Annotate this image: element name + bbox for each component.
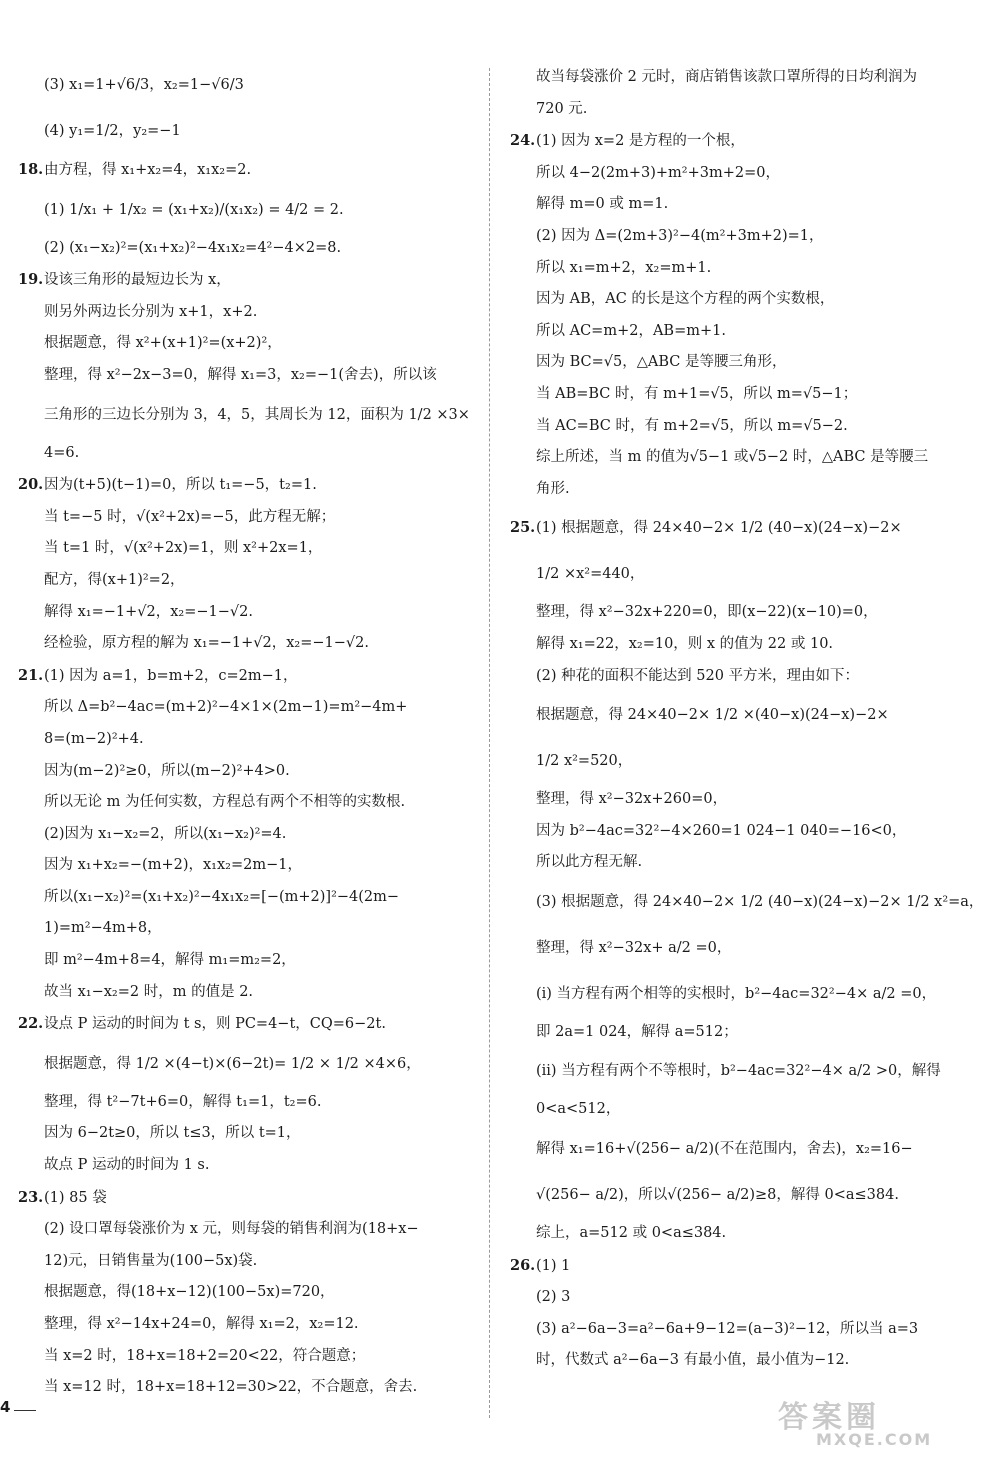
answer-line	[510, 94, 980, 126]
answer-line	[18, 533, 478, 565]
question-number: 25.	[510, 519, 536, 537]
answer-line	[510, 879, 984, 925]
answer-line	[18, 756, 478, 788]
answer-line	[510, 189, 980, 221]
answer-text: 当 t=1 时，√(x²+2x)=1，则 x²+2x=1，	[44, 540, 323, 557]
answer-text: 所以(x₁−x₂)²=(x₁+x₂)²−4x₁x₂=[−(m+2)]²−4(2m−	[44, 888, 400, 905]
answer-text: (3) x₁=1+√6/3，x₂=1−√6/3	[44, 77, 244, 93]
answer-line	[18, 233, 478, 265]
answer-line	[510, 692, 980, 738]
answer-text: (i) 当方程有两个相等的实根时，b²−4ac=32²−4× a/2 =0，	[536, 985, 937, 1002]
answer-text: 根据题意，得 24×40−2× 1/2 ×(40−x)(24−x)−2×	[536, 707, 889, 724]
answer-text: 当 x=2 时，18+x=18+2=20<22，符合题意；	[44, 1347, 366, 1364]
question-line	[510, 125, 980, 158]
answer-text: 12)元，日销售量为(100−5x)袋.	[44, 1252, 258, 1269]
answer-text: 因为(m−2)²≥0，所以(m−2)²+4>0.	[44, 762, 290, 779]
answer-text: 三角形的三边长分别为 3，4，5，其周长为 12，面积为 1/2 ×3×	[44, 406, 470, 423]
answer-text: 角形.	[536, 480, 570, 497]
answer-line	[18, 438, 478, 470]
answer-text: 所以 x₁=m+2，x₂=m+1.	[536, 259, 712, 276]
answer-line	[18, 565, 478, 597]
answer-text: (3) 根据题意，得 24×40−2× 1/2 (40−x)(24−x)−2× 1/2 x²=a，	[536, 893, 984, 910]
answer-line	[510, 551, 980, 597]
answer-line	[18, 977, 478, 1009]
answer-text: (2) 种花的面积不能达到 520 平方米，理由如下：	[536, 667, 860, 684]
answer-line	[18, 1309, 478, 1341]
answer-line	[510, 221, 980, 253]
answer-text: 即 2a=1 024，解得 a=512；	[536, 1023, 738, 1040]
answer-text: 所以无论 m 为任何实数，方程总有两个不相等的实数根.	[44, 794, 406, 811]
answer-line	[510, 253, 980, 285]
answer-text: 根据题意，得 x²+(x+1)²=(x+2)²，	[44, 335, 282, 352]
question-line	[510, 1250, 980, 1283]
question-line	[510, 505, 980, 551]
answer-line	[510, 1345, 980, 1377]
answer-line	[510, 1017, 980, 1049]
answer-line	[510, 347, 980, 379]
answer-text: 因为 b²−4ac=32²−4×260=1 024−1 040=−16<0，	[536, 822, 907, 839]
answer-line	[18, 882, 478, 914]
answer-text: 所以 AC=m+2，AB=m+1.	[536, 322, 726, 339]
answer-text: 故点 P 运动的时间为 1 s.	[44, 1157, 210, 1174]
answer-line	[18, 1277, 478, 1309]
answer-text: 解得 x₁=22，x₂=10，则 x 的值为 22 或 10.	[536, 635, 834, 652]
answer-line	[510, 971, 980, 1017]
answer-line	[18, 392, 478, 438]
answer-text: (2)因为 x₁−x₂=2，所以(x₁−x₂)²=4.	[44, 825, 287, 842]
watermark-title: 答案圈	[778, 1400, 880, 1435]
answer-line	[510, 1094, 980, 1126]
answer-line	[18, 1214, 478, 1246]
answer-text: 根据题意，得(18+x−12)(100−5x)=720，	[44, 1284, 335, 1301]
answer-text: (2) 因为 Δ=(2m+3)²−4(m²+3m+2)=1，	[536, 227, 824, 244]
answer-text: 当 AC=BC 时，有 m+2=√5，所以 m=√5−2.	[536, 417, 848, 434]
answer-line	[18, 502, 478, 534]
answer-line	[510, 1282, 980, 1314]
answer-line	[510, 158, 980, 190]
answer-text: 720 元.	[536, 100, 588, 117]
question-line	[18, 469, 478, 502]
answer-text: (1) 1	[536, 1257, 571, 1274]
answer-line	[18, 1118, 478, 1150]
answer-line	[18, 1150, 478, 1182]
answer-text: (1) 因为 a=1，b=m+2，c=2m−1，	[44, 667, 298, 684]
answer-text: (4) y₁=1/2，y₂=−1	[44, 123, 181, 139]
answer-text: 综上，a=512 或 0<a≤384.	[536, 1225, 727, 1242]
answer-text: (1) 1/x₁ + 1/x₂ = (x₁+x₂)/(x₁x₂) = 4/2 = 2.	[44, 201, 344, 218]
answer-text: 当 t=−5 时，√(x²+2x)=−5，此方程无解；	[44, 508, 336, 525]
answer-text: 因为(t+5)(t−1)=0，所以 t₁=−5，t₂=1.	[44, 477, 317, 494]
answer-text: 整理，得 x²−32x+260=0，	[536, 791, 728, 808]
answer-text: 8=(m−2)²+4.	[44, 730, 144, 747]
question-number: 19.	[18, 271, 44, 289]
answer-text: (1) 根据题意，得 24×40−2× 1/2 (40−x)(24−x)−2×	[536, 520, 902, 537]
answer-line	[18, 360, 478, 392]
answer-text: 经检验，原方程的解为 x₁=−1+√2，x₂=−1−√2.	[44, 635, 369, 652]
page-number-rule	[14, 1410, 36, 1411]
answer-text: 所以 Δ=b²−4ac=(m+2)²−4×1×(2m−1)=m²−4m+	[44, 699, 408, 716]
question-line	[18, 1008, 478, 1041]
answer-text: (2) (x₁−x₂)²=(x₁+x₂)²−4x₁x₂=4²−4×2=8.	[44, 239, 342, 256]
watermark-logo	[778, 1392, 978, 1454]
answer-line	[18, 850, 478, 882]
answer-line	[18, 692, 478, 724]
question-line	[18, 264, 478, 297]
answer-text: 因为 BC=√5，△ABC 是等腰三角形，	[536, 354, 787, 371]
question-line	[18, 1182, 478, 1215]
question-number: 23.	[18, 1188, 44, 1206]
answer-line	[510, 661, 980, 693]
question-line	[18, 660, 478, 693]
answer-line	[18, 597, 478, 629]
answer-text: 即 m²−4m+8=4，解得 m₁=m₂=2，	[44, 952, 296, 969]
answer-text: 1)=m²−4m+8，	[44, 920, 162, 937]
answer-line	[510, 1314, 980, 1346]
answer-text: 解得 x₁=16+√(256− a/2)(不在范围内，舍去)，x₂=16−	[536, 1141, 913, 1158]
answer-text: (2) 3	[536, 1289, 571, 1306]
answer-line	[510, 379, 980, 411]
answer-line	[510, 597, 980, 629]
answer-line	[18, 1087, 478, 1119]
answer-text: (ii) 当方程有两个不等根时，b²−4ac=32²−4× a/2 >0，解得	[536, 1063, 941, 1080]
answer-line	[510, 847, 980, 879]
column-divider	[489, 68, 490, 1418]
answer-line	[510, 442, 980, 474]
answer-line	[18, 108, 478, 154]
answer-text: 时，代数式 a²−6a−3 有最小值，最小值为−12.	[536, 1352, 850, 1369]
answer-line	[510, 1172, 980, 1218]
answer-line	[510, 784, 980, 816]
answer-text: 4=6.	[44, 444, 80, 461]
answer-line	[18, 1246, 478, 1278]
question-number: 24.	[510, 132, 536, 150]
question-number: 22.	[18, 1015, 44, 1033]
answer-line	[510, 629, 980, 661]
right-column	[510, 62, 984, 1377]
answer-line	[510, 1048, 980, 1094]
answer-line	[510, 816, 980, 848]
page-number: 4	[0, 1398, 11, 1416]
answer-text: 则另外两边长分别为 x+1，x+2.	[44, 303, 258, 320]
answer-text: (1) 85 袋	[44, 1189, 107, 1206]
question-number: 20.	[18, 476, 44, 494]
answer-text: √(256− a/2)，所以√(256− a/2)≥8，解得 0<a≤384.	[536, 1187, 899, 1204]
answer-line	[18, 297, 478, 329]
answer-line	[18, 187, 478, 233]
answer-line	[510, 284, 980, 316]
answer-text: 整理，得 t²−7t+6=0，解得 t₁=1，t₂=6.	[44, 1093, 322, 1110]
answer-line	[18, 724, 478, 756]
answer-line	[18, 62, 478, 108]
answer-text: 所以 4−2(2m+3)+m²+3m+2=0，	[536, 164, 780, 181]
answer-text: 整理，得 x²−2x−3=0，解得 x₁=3，x₂=−1(舍去)，所以该	[44, 366, 437, 383]
answer-text: (1) 因为 x=2 是方程的一个根，	[536, 133, 745, 150]
answer-text: 根据题意，得 1/2 ×(4−t)×(6−2t)= 1/2 × 1/2 ×4×6，	[44, 1055, 421, 1072]
answer-text: 设该三角形的最短边长为 x，	[44, 272, 231, 289]
answer-text: 0<a<512，	[536, 1101, 621, 1118]
answer-line	[18, 913, 478, 945]
question-number: 18.	[18, 161, 44, 178]
question-line	[18, 154, 478, 187]
answer-line	[510, 474, 980, 506]
answer-line	[18, 787, 478, 819]
answer-text: (2) 设口罩每袋涨价为 x 元，则每袋的销售利润为(18+x−	[44, 1221, 419, 1238]
answer-line	[18, 1041, 478, 1087]
answer-line	[18, 628, 478, 660]
answer-line	[18, 1341, 478, 1373]
answer-line	[510, 62, 980, 94]
answer-line	[510, 316, 980, 348]
left-column	[18, 62, 478, 1404]
answer-line	[510, 411, 980, 443]
answer-line	[18, 1372, 478, 1404]
answer-text: 故当每袋涨价 2 元时，商店销售该款口罩所得的日均利润为	[536, 69, 917, 85]
answer-text: 解得 x₁=−1+√2，x₂=−1−√2.	[44, 603, 253, 620]
answer-text: 设点 P 运动的时间为 t s，则 PC=4−t，CQ=6−2t.	[44, 1016, 386, 1033]
answer-line	[18, 945, 478, 977]
answer-text: (3) a²−6a−3=a²−6a+9−12=(a−3)²−12，所以当 a=3	[536, 1320, 919, 1337]
answer-text: 因为 AB，AC 的长是这个方程的两个实数根，	[536, 291, 835, 308]
answer-line	[510, 925, 980, 971]
answer-text: 解得 m=0 或 m=1.	[536, 196, 669, 213]
answer-text: 因为 6−2t≥0，所以 t≤3，所以 t=1，	[44, 1125, 301, 1142]
answer-text: 整理，得 x²−32x+ a/2 =0，	[536, 939, 732, 956]
answer-text: 由方程，得 x₁+x₂=4，x₁x₂=2.	[44, 162, 252, 178]
answer-line	[510, 738, 980, 784]
answer-text: 配方，得(x+1)²=2，	[44, 571, 185, 588]
answer-text: 1/2 ×x²=440，	[536, 566, 645, 583]
question-number: 26.	[510, 1256, 536, 1274]
answer-line	[18, 819, 478, 851]
answer-text: 整理，得 x²−14x+24=0，解得 x₁=2，x₂=12.	[44, 1316, 359, 1332]
answer-line	[510, 1218, 980, 1250]
answer-text: 综上所述，当 m 的值为√5−1 或√5−2 时，△ABC 是等腰三	[536, 449, 929, 466]
answer-text: 故当 x₁−x₂=2 时，m 的值是 2.	[44, 983, 254, 1000]
answer-text: 当 AB=BC 时，有 m+1=√5，所以 m=√5−1；	[536, 385, 858, 402]
answer-line	[510, 1126, 980, 1172]
answer-text: 1/2 x²=520，	[536, 753, 633, 770]
watermark-url: MXQE.COM	[816, 1430, 933, 1449]
answer-text: 所以此方程无解.	[536, 854, 643, 871]
answer-line	[18, 328, 478, 360]
answer-text: 整理，得 x²−32x+220=0，即(x−22)(x−10)=0，	[536, 604, 878, 621]
answer-text: 因为 x₁+x₂=−(m+2)，x₁x₂=2m−1，	[44, 857, 302, 874]
question-number: 21.	[18, 666, 44, 684]
answer-text: 当 x=12 时，18+x=18+12=30>22，不合题意，舍去.	[44, 1379, 418, 1396]
